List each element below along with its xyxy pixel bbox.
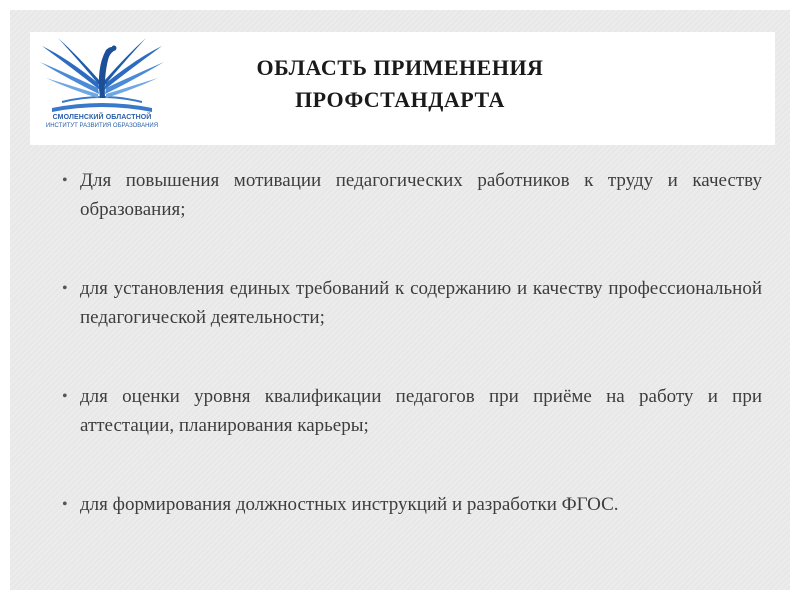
bullet-item xyxy=(62,274,762,332)
phoenix-book-icon xyxy=(32,28,172,118)
bullet-text: для формирования должностных инструкций и разработки ФГОС. xyxy=(80,494,619,515)
logo-caption xyxy=(32,114,172,130)
title-line-1: ОБЛАСТЬ ПРИМЕНЕНИЯ xyxy=(256,55,544,80)
bullet-text: для установления единых требований к содержанию и качеству профессиональной педагогической деятельности; xyxy=(80,278,762,328)
slide-title xyxy=(180,52,620,116)
bullet-text: для оценки уровня квалификации педагогов при приёме на работу и при аттестации, планирования карьеры; xyxy=(80,386,762,436)
bullet-list xyxy=(62,166,762,519)
bullet-icon: • xyxy=(62,280,68,297)
logo-line-2: ИНСТИТУТ РАЗВИТИЯ ОБРАЗОВАНИЯ xyxy=(45,123,159,129)
title-line-2: ПРОФСТАНДАРТА xyxy=(295,87,505,112)
bullet-item xyxy=(62,490,762,519)
bullet-item xyxy=(62,166,762,224)
bullet-icon: • xyxy=(62,172,68,189)
logo-line-1: СМОЛЕНСКИЙ ОБЛАСТНОЙ xyxy=(52,114,152,121)
bullet-icon: • xyxy=(62,388,68,405)
bullet-icon: • xyxy=(62,496,68,513)
bullet-item xyxy=(62,382,762,440)
slide xyxy=(10,10,790,590)
bullet-text: Для повышения мотивации педагогических работников к труду и качеству образования; xyxy=(80,170,762,220)
institute-logo xyxy=(32,28,172,140)
